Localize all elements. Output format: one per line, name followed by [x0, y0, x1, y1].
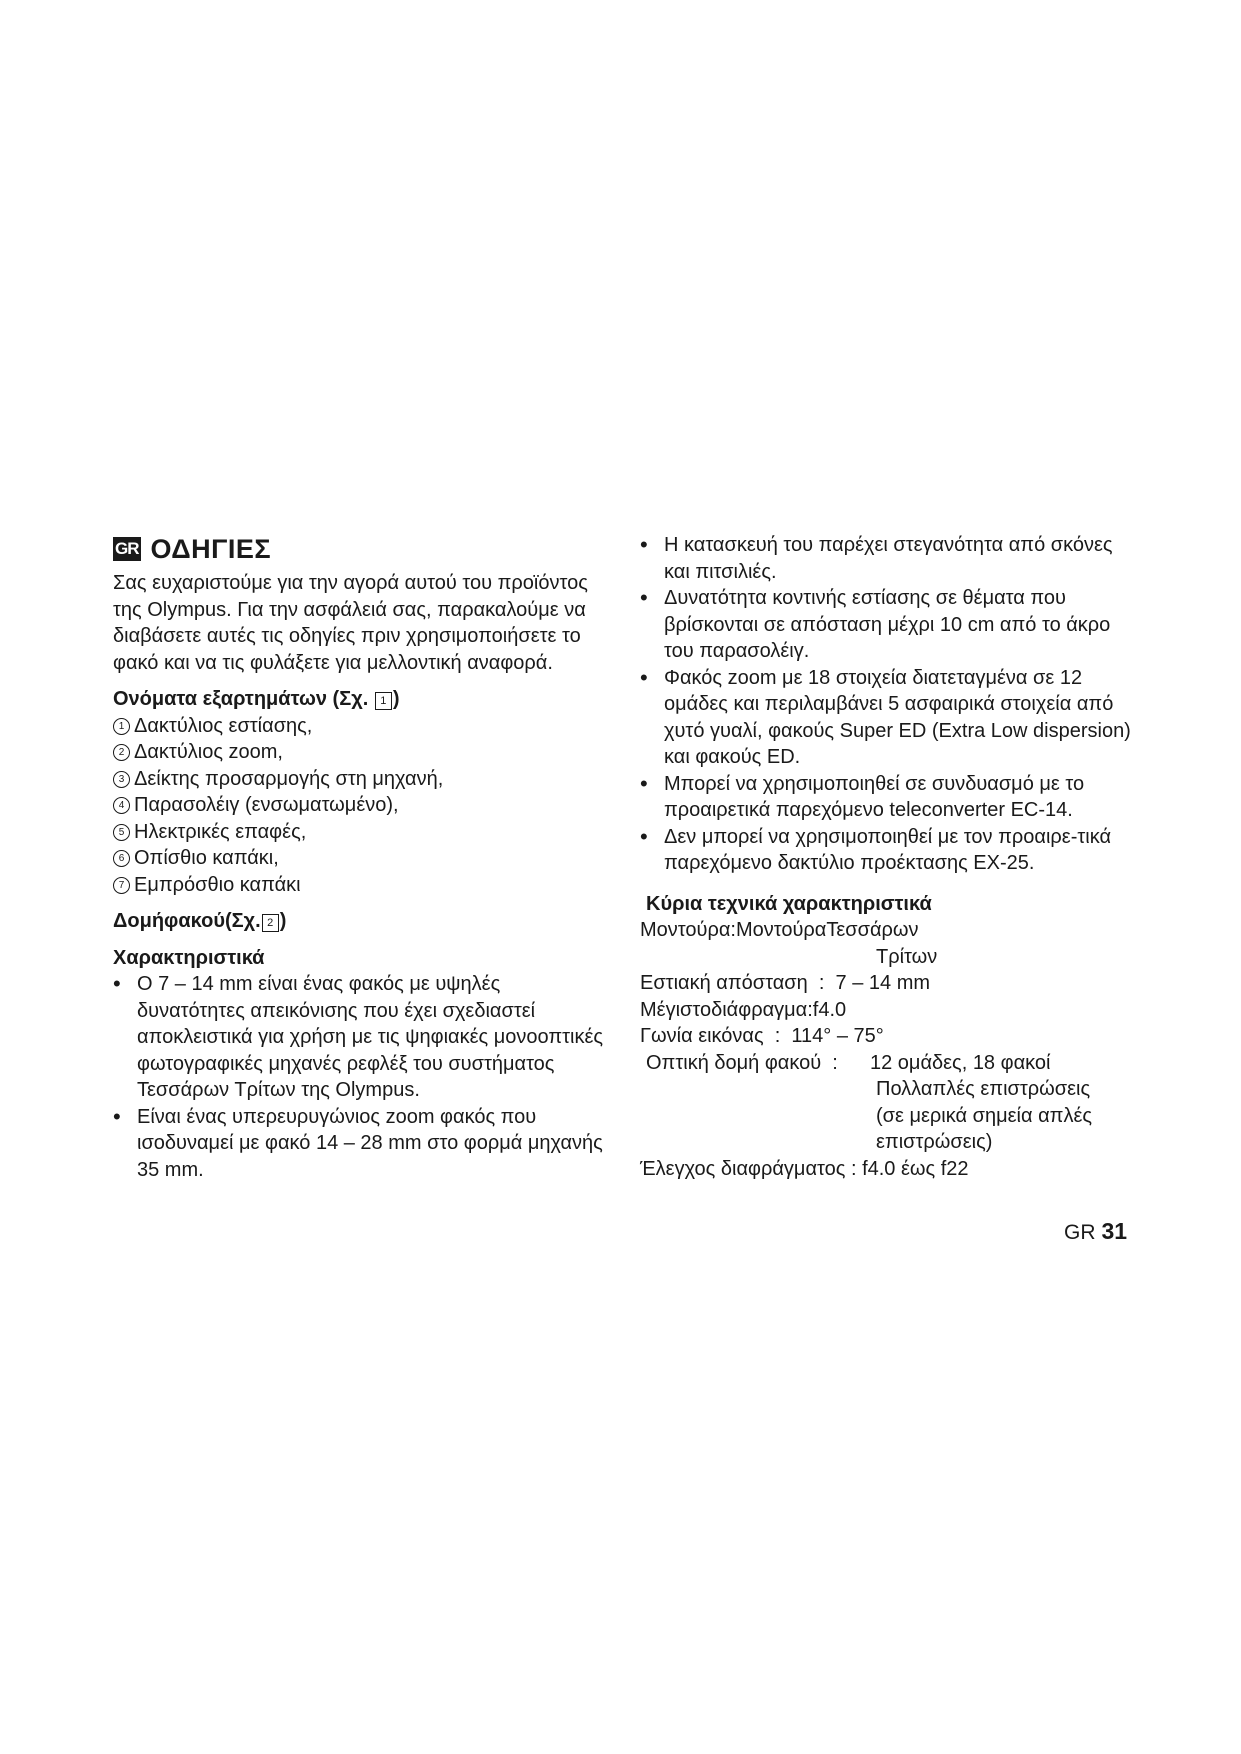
spec-value: f4.0 έως f22: [862, 1157, 969, 1180]
spec-optics-cont: [640, 1076, 1140, 1103]
page-title: ΟΔΗΓΙΕΣ: [150, 533, 272, 564]
spec-value: ΜοντούραΤεσσάρων: [735, 919, 919, 941]
circled-number: 3: [113, 771, 130, 788]
feature-item: • Ο 7 – 14 mm είναι ένας φακός με υψηλές δυνατότητες απεικόνισης που έχει σχεδιαστεί αποκλειστικά για χρήση με τις ψηφιακές μονοοπτικές φωτογραφικές μηχανές ρεφλέξ του συστήματος Τεσσάρων Τρίτων της Olympus.: [113, 971, 603, 1104]
circled-number: 2: [113, 744, 130, 761]
part-label: Οπίσθιο καπάκι,: [134, 847, 279, 869]
part-item: [113, 792, 603, 819]
spec-label: Γωνία εικόνας :: [640, 1025, 792, 1047]
circled-number: 5: [113, 824, 130, 841]
parts-list: [113, 713, 603, 899]
features-list-right: [640, 532, 1140, 877]
parts-heading-text: Ονόματα εξαρτημάτων (Σχ.: [113, 688, 369, 710]
parts-heading-close: ): [392, 688, 400, 710]
circled-number: 1: [113, 718, 130, 735]
spec-optics-cont: [640, 1103, 1140, 1130]
page-number: [1064, 1218, 1127, 1245]
part-label: Ηλεκτρικές επαφές,: [134, 820, 307, 843]
feature-item: • Φακός zoom με 18 στοιχεία διατεταγμένα σε 12 ομάδες και περιλαμβάνει 5 ασφαιρικά στοιχεία από χυτό γυαλί, φακούς Super ED (Extra Low dispersion) και φακούς ED.: [640, 665, 1140, 771]
feature-item: • Μπορεί να χρησιμοποιηθεί σε συνδυασμό με το προαιρετικά παρεχόμενο teleconverter EC-14.: [640, 771, 1140, 824]
structure-heading: [113, 908, 603, 935]
part-item: [113, 713, 603, 740]
spec-value: 7 – 14 mm: [835, 972, 931, 994]
spec-value: 12 ομάδες, 18 φακοί: [870, 1051, 1051, 1074]
part-label: Δείκτης προσαρμογής στη μηχανή,: [134, 767, 444, 790]
language-badge: GR: [113, 537, 141, 561]
figure-number-1: 1: [375, 692, 392, 710]
spec-value: Τρίτων: [876, 945, 938, 968]
spec-optics: [640, 1050, 1140, 1077]
left-column: [113, 532, 603, 1183]
section-title-row: [113, 532, 603, 566]
part-label: Παρασολέιγ (ενσωματωμένο),: [134, 794, 399, 816]
feature-item: • Είναι ένας υπερευρυγώνιος zoom φακός που ισοδυναμεί με φακό 14 – 28 mm στο φορμά μηχανής 35 mm.: [113, 1104, 603, 1184]
specs-table: [640, 917, 1140, 1182]
circled-number: 7: [113, 877, 130, 894]
part-label: Δακτύλιος zoom,: [134, 741, 283, 763]
intro-paragraph: Σας ευχαριστούμε για την αγορά αυτού του προϊόντος της Olympus. Για την ασφάλειά σας, παρακαλούμε να διαβάσετε αυτές τις οδηγίες πριν χρησιμοποιήσετε το φακό και να τις φυλάξετε για μελλοντική αναφορά.: [113, 572, 588, 674]
spec-value: Πολλαπλές επιστρώσεις: [876, 1078, 1091, 1100]
spec-value: f4.0: [812, 998, 847, 1021]
structure-heading-close: ): [279, 910, 287, 932]
parts-heading: [113, 686, 603, 713]
feature-item: • Δεν μπορεί να χρησιμοποιηθεί με τον προαιρε-τικά παρεχόμενο δακτύλιο προέκτασης EX-25.: [640, 824, 1140, 877]
spec-value: επιστρώσεις): [876, 1131, 993, 1153]
spec-optics-cont: [640, 1129, 1140, 1156]
page-number-value: 31: [1101, 1218, 1128, 1244]
part-item: [113, 819, 603, 846]
spec-label: Εστιακή απόσταση :: [640, 972, 836, 994]
page-language: GR: [1064, 1221, 1096, 1244]
figure-number-2: 2: [262, 914, 279, 932]
structure-heading-text: Δομήφακού(Σχ.: [113, 910, 261, 932]
feature-item: • Η κατασκευή του παρέχει στεγανότητα από σκόνες και πιτσιλιές.: [640, 532, 1140, 585]
spec-focal: [640, 970, 1140, 997]
spec-mount: [640, 917, 1140, 944]
spec-aperture-control: [640, 1156, 1140, 1183]
part-label: Δακτύλιος εστίασης,: [134, 714, 313, 737]
spec-mount-cont: [640, 944, 1140, 971]
circled-number: 6: [113, 850, 130, 867]
part-item: [113, 766, 603, 793]
spec-value: 114° – 75°: [791, 1025, 884, 1047]
spec-angle: [640, 1023, 1140, 1050]
part-item: [113, 739, 603, 766]
feature-item: • Δυνατότητα κοντινής εστίασης σε θέματα που βρίσκονται σε απόσταση μέχρι 10 cm από το άκρο του παρασολέιγ.: [640, 585, 1140, 665]
spec-label: Μέγιστοδιάφραγμα:: [640, 998, 813, 1021]
circled-number: 4: [113, 797, 130, 814]
part-item: [113, 872, 603, 899]
spec-label: Έλεγχος διαφράγματος :: [640, 1157, 863, 1180]
specs-heading: Κύρια τεχνικά χαρακτηριστικά: [646, 892, 932, 915]
part-label: Εμπρόσθιο καπάκι: [134, 873, 301, 896]
spec-label: Οπτική δομή φακού :: [646, 1051, 849, 1074]
spec-label: Μοντούρα:: [640, 919, 736, 941]
spec-aperture: [640, 997, 1140, 1024]
features-list-left: [113, 971, 603, 1183]
features-heading: Χαρακτηριστικά: [113, 946, 265, 969]
part-item: [113, 845, 603, 872]
spec-value: (σε μερικά σημεία απλές: [876, 1104, 1092, 1127]
right-column: [640, 532, 1140, 1182]
